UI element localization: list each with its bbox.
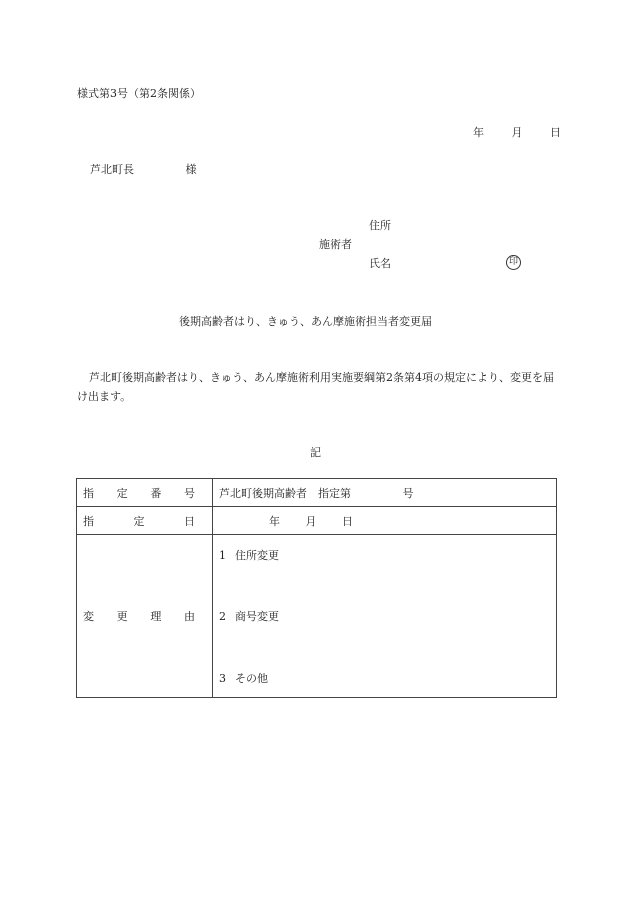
addressee	[90, 161, 197, 177]
addressee-name: 芦北町長	[90, 163, 134, 176]
row-label-char: 指	[83, 486, 94, 500]
row-label-char: 理	[150, 610, 162, 623]
reason-option[interactable]	[219, 547, 279, 563]
row-label	[77, 507, 213, 535]
date-line	[473, 124, 561, 140]
change-form-table	[76, 478, 557, 698]
reason-text: 商号変更	[235, 610, 279, 623]
row-label-char: 変	[83, 610, 94, 623]
seal-icon: 印	[506, 255, 521, 270]
row-label-char: 定	[133, 514, 145, 528]
reason-option[interactable]	[219, 670, 268, 686]
row-label-char: 番	[150, 486, 162, 500]
day-label: 日	[550, 126, 561, 139]
row-label	[77, 479, 213, 507]
addressee-honorific: 様	[185, 163, 197, 176]
reason-number: 3	[219, 672, 226, 685]
row-label-char: 指	[83, 514, 94, 528]
reason-number: 1	[219, 549, 226, 562]
reason-text: その他	[235, 672, 268, 685]
reason-text: 住所変更	[235, 549, 279, 562]
year-label: 年	[473, 126, 484, 139]
body-text: 芦北町後期高齢者はり、きゅう、あん摩施術利用実施要綱第2条第4項の規定により、変更を届け出ます。	[77, 371, 554, 403]
row-label-char: 日	[184, 514, 195, 528]
table-row	[77, 535, 557, 698]
row-label-char: 号	[183, 486, 195, 500]
applicant-label: 施術者	[319, 238, 352, 251]
table-row	[77, 507, 557, 535]
reason-option[interactable]	[219, 608, 279, 624]
row-label	[77, 535, 213, 698]
ki-heading: 記	[310, 446, 321, 459]
form-id: 様式第3号（第2条関係）	[77, 87, 201, 100]
row-label-char: 定	[116, 486, 128, 500]
row-label-char: 由	[183, 610, 195, 623]
table-row	[77, 479, 557, 507]
row-label-char: 更	[116, 610, 128, 623]
name-label: 氏名	[369, 257, 391, 270]
address-label: 住所	[369, 219, 391, 232]
day-label: 日	[342, 514, 353, 528]
designation-prefix: 芦北町後期高齢者 指定第	[219, 486, 351, 500]
month-label: 月	[305, 514, 317, 528]
change-reason-field	[213, 535, 557, 698]
designation-number-field[interactable]	[213, 479, 557, 507]
designation-suffix: 号	[402, 486, 414, 500]
designation-date-field[interactable]	[213, 507, 557, 535]
document-title: 後期高齢者はり、きゅう、あん摩施術担当者変更届	[179, 315, 432, 328]
seal-mark	[506, 254, 521, 270]
reason-number: 2	[219, 610, 226, 623]
month-label: 月	[511, 126, 523, 139]
year-label: 年	[269, 514, 280, 528]
